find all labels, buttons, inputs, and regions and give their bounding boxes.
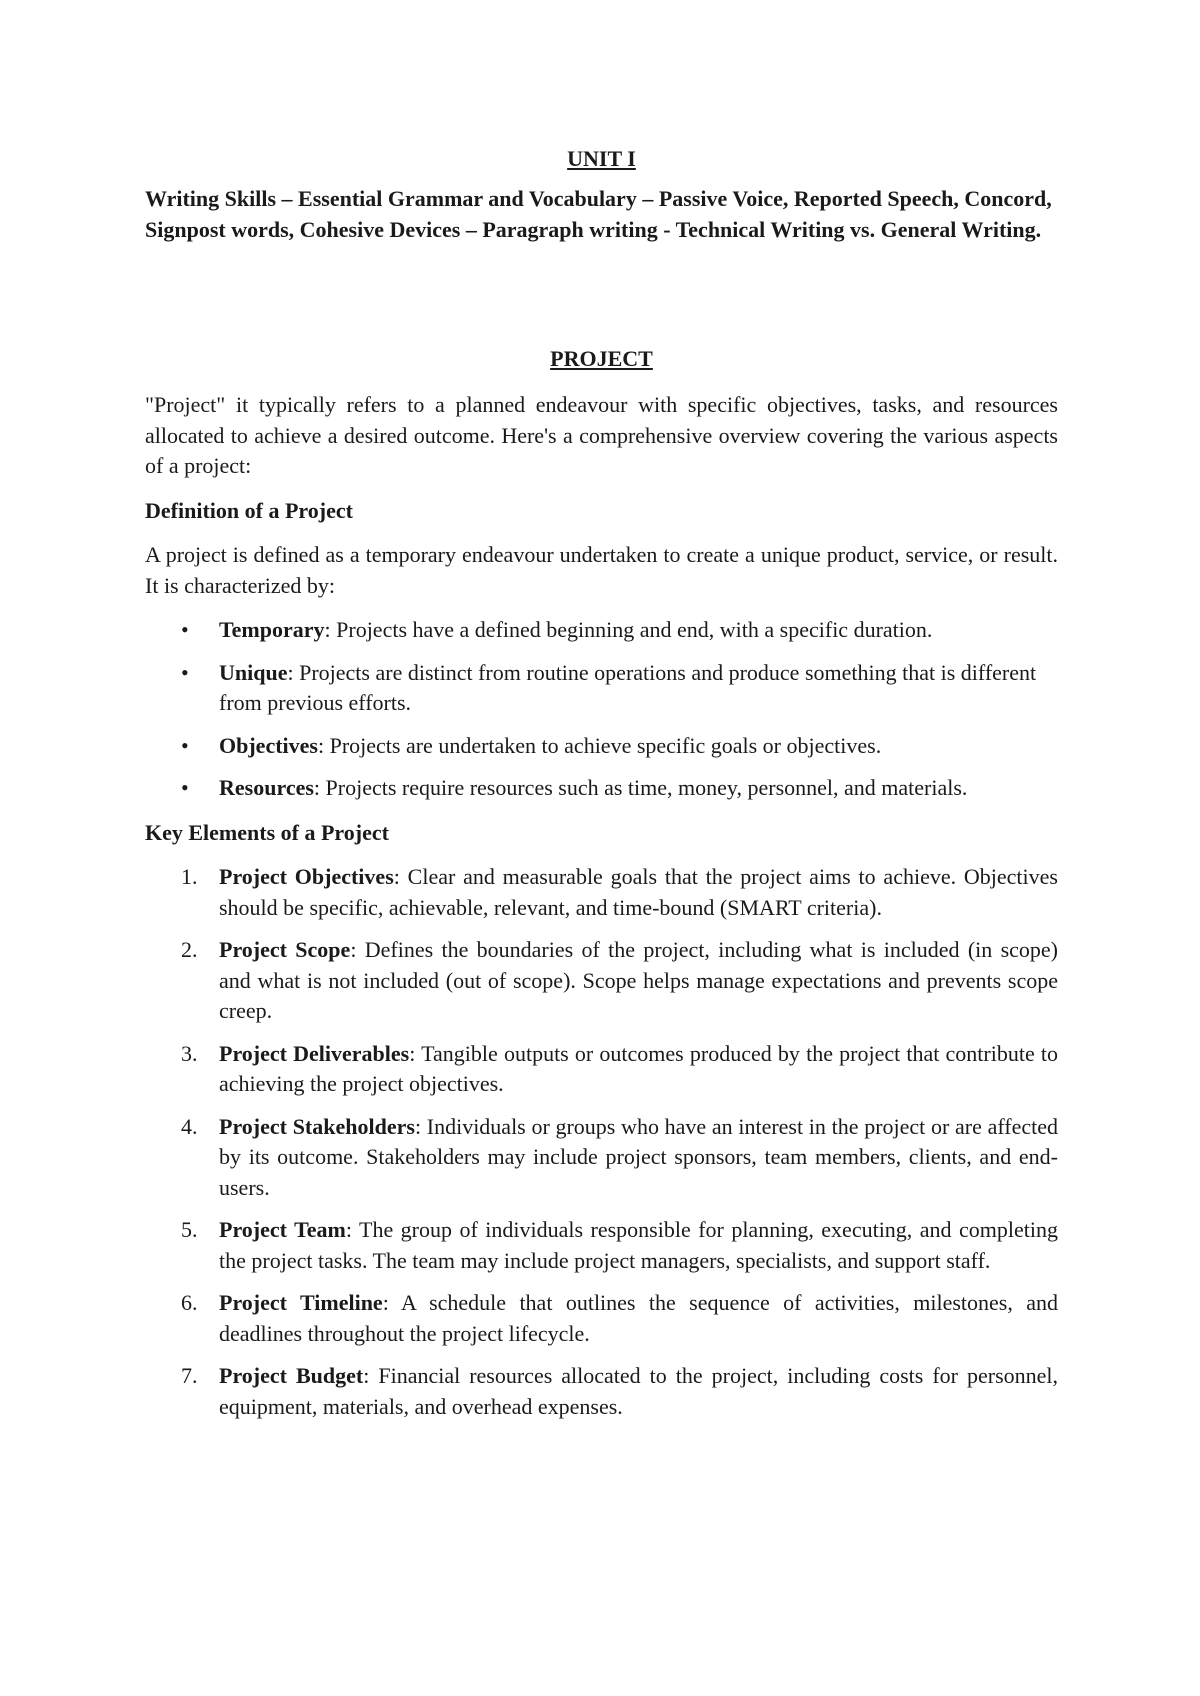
list-number: 6. [181, 1290, 198, 1315]
characteristics-list [145, 615, 1058, 804]
list-item-term: Resources [219, 775, 314, 800]
list-item [145, 731, 1058, 762]
list-item-desc: : Individuals or groups who have an interest in the project or are affected by its outcome. Stakeholders may include project sponsors, team members, clients, and end-users. [219, 1113, 1058, 1200]
list-item [145, 862, 1058, 923]
list-item [145, 1039, 1058, 1100]
list-item-desc: : Tangible outputs or outcomes produced by the project that contribute to achieving the project objectives. [219, 1040, 1059, 1096]
list-item [145, 1112, 1058, 1204]
document-body [145, 390, 1058, 1422]
list-item-term: Project Team [219, 1217, 346, 1242]
project-title: PROJECT [550, 346, 653, 371]
list-item-term: Project Budget [219, 1363, 364, 1388]
list-item-desc: : Projects are undertaken to achieve specific goals or objectives. [317, 732, 882, 758]
project-intro: "Project" it typically refers to a planned endeavour with specific objectives, tasks, and resources allocated to achieve a desired outcome. Here's a comprehensive overview covering the various aspects of a project: [145, 392, 1058, 478]
unit-title: UNIT I [567, 146, 636, 171]
definition-text: A project is defined as a temporary endeavour undertaken to create a unique product, service, or result. It is characterized by: [145, 542, 1058, 598]
list-item-desc: : Projects have a defined beginning and end, with a specific duration. [324, 617, 933, 642]
list-item-desc: : Clear and measurable goals that the project aims to achieve. Objectives should be specific, achievable, relevant, and time-bound (SMART criteria). [219, 864, 1058, 920]
list-number: 7. [181, 1363, 198, 1388]
list-number: 4. [181, 1113, 198, 1139]
list-item-desc: : The group of individuals responsible for planning, executing, and completing the project tasks. The team may include project managers, specialists, and support staff. [219, 1217, 1058, 1273]
list-item-desc: : Defines the boundaries of the project, including what is included (in scope) and what is not included (out of scope). Scope helps manage expectations and prevents scope creep. [219, 937, 1058, 1023]
list-number: 2. [181, 937, 198, 962]
list-item [145, 1215, 1058, 1276]
list-item [145, 658, 1058, 719]
key-elements-heading: Key Elements of a Project [145, 819, 389, 845]
list-item-term: Project Objectives [219, 864, 394, 889]
list-item-term: Unique [219, 659, 288, 685]
list-item-term: Project Deliverables [219, 1040, 410, 1066]
definition-heading: Definition of a Project [145, 497, 353, 523]
list-number: 1. [181, 864, 198, 889]
list-item [145, 773, 1058, 804]
list-item-desc: : Projects require resources such as time, money, personnel, and materials. [313, 775, 968, 800]
list-item-term: Project Scope [219, 937, 351, 962]
bullet-icon: • [181, 732, 189, 758]
list-item-term: Temporary [219, 617, 325, 642]
list-item [145, 1361, 1058, 1422]
list-item-desc: : A schedule that outlines the sequence of activities, milestones, and deadlines throughout the project lifecycle. [219, 1290, 1058, 1346]
bullet-icon: • [181, 659, 189, 685]
list-item-desc: : Financial resources allocated to the project, including costs for personnel, equipment, materials, and overhead expenses. [219, 1363, 1059, 1419]
list-item-term: Objectives [219, 732, 318, 758]
bullet-icon: • [181, 617, 189, 642]
bullet-icon: • [181, 775, 189, 800]
list-number: 5. [181, 1217, 198, 1242]
list-item [145, 1288, 1058, 1349]
list-item [145, 935, 1058, 1027]
list-item [145, 615, 1058, 646]
list-item-term: Project Timeline [219, 1290, 383, 1315]
list-item-desc: : Projects are distinct from routine operations and produce something that is different from previous efforts. [219, 659, 1037, 715]
list-item-term: Project Stakeholders [219, 1113, 415, 1139]
unit-subtitle: Writing Skills – Essential Grammar and Vocabulary – Passive Voice, Reported Speech, Concord, Signpost words, Cohesive Devices – Paragraph writing - Technical Writing vs. General Writing. [145, 186, 1052, 242]
document-page [145, 142, 1059, 1419]
list-number: 3. [181, 1040, 198, 1066]
key-elements-list [145, 862, 1058, 1422]
